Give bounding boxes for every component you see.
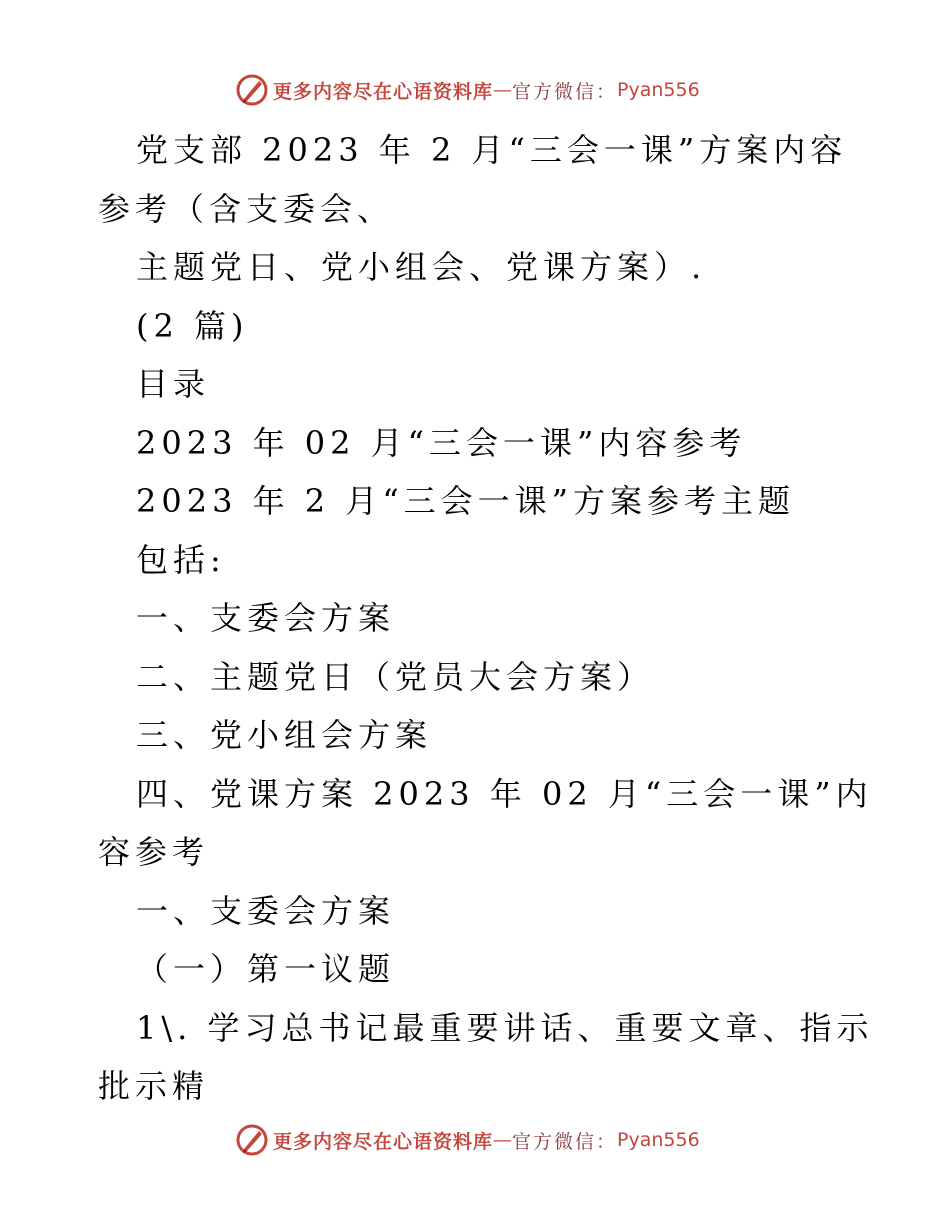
paragraph: 一、支委会方案 — [136, 891, 396, 930]
watermark-dash: — — [493, 79, 513, 101]
paragraph: (2 篇) — [136, 306, 249, 345]
quill-logo-icon — [235, 73, 269, 107]
watermark-official: 官方微信： — [512, 1130, 618, 1153]
paragraph: 主题党日、党小组会、党课方案）. — [136, 248, 707, 286]
footer-watermark — [235, 1122, 700, 1158]
paragraph: 包括: — [136, 540, 226, 579]
paragraph: 党支部 2023 年 2 月“三会一课”方案内容参考（含支委会、 — [98, 131, 848, 228]
paragraph: 四、党课方案 2023 年 02 月“三会一课”内容参考 — [98, 774, 873, 871]
watermark-brand: 更多内容尽在心语资料库 — [273, 1130, 494, 1153]
paragraph: 一、支委会方案 — [136, 599, 396, 637]
paragraph: 目录 — [136, 365, 211, 403]
paragraph: 三、党小组会方案 — [136, 716, 433, 754]
paragraph: 二、主题党日（党员大会方案） — [136, 657, 655, 696]
header-watermark — [235, 72, 700, 108]
paragraph: 1\. 学习总书记最重要讲话、重要文章、指示批示精 — [98, 1008, 874, 1105]
watermark-brand: 更多内容尽在心语资料库 — [273, 80, 494, 103]
paragraph: 2023 年 02 月“三会一课”内容参考 — [136, 423, 747, 462]
watermark-wechat-id: Pyan556 — [617, 1129, 700, 1151]
watermark-wechat-id: Pyan556 — [617, 79, 700, 101]
paragraph: （一）第一议题 — [136, 950, 396, 988]
document-body — [98, 121, 878, 1116]
quill-logo-icon — [235, 1123, 269, 1157]
watermark-dash: — — [493, 1129, 513, 1151]
watermark-official: 官方微信： — [512, 80, 618, 103]
paragraph: 2023 年 2 月“三会一课”方案参考主题 — [136, 482, 796, 520]
